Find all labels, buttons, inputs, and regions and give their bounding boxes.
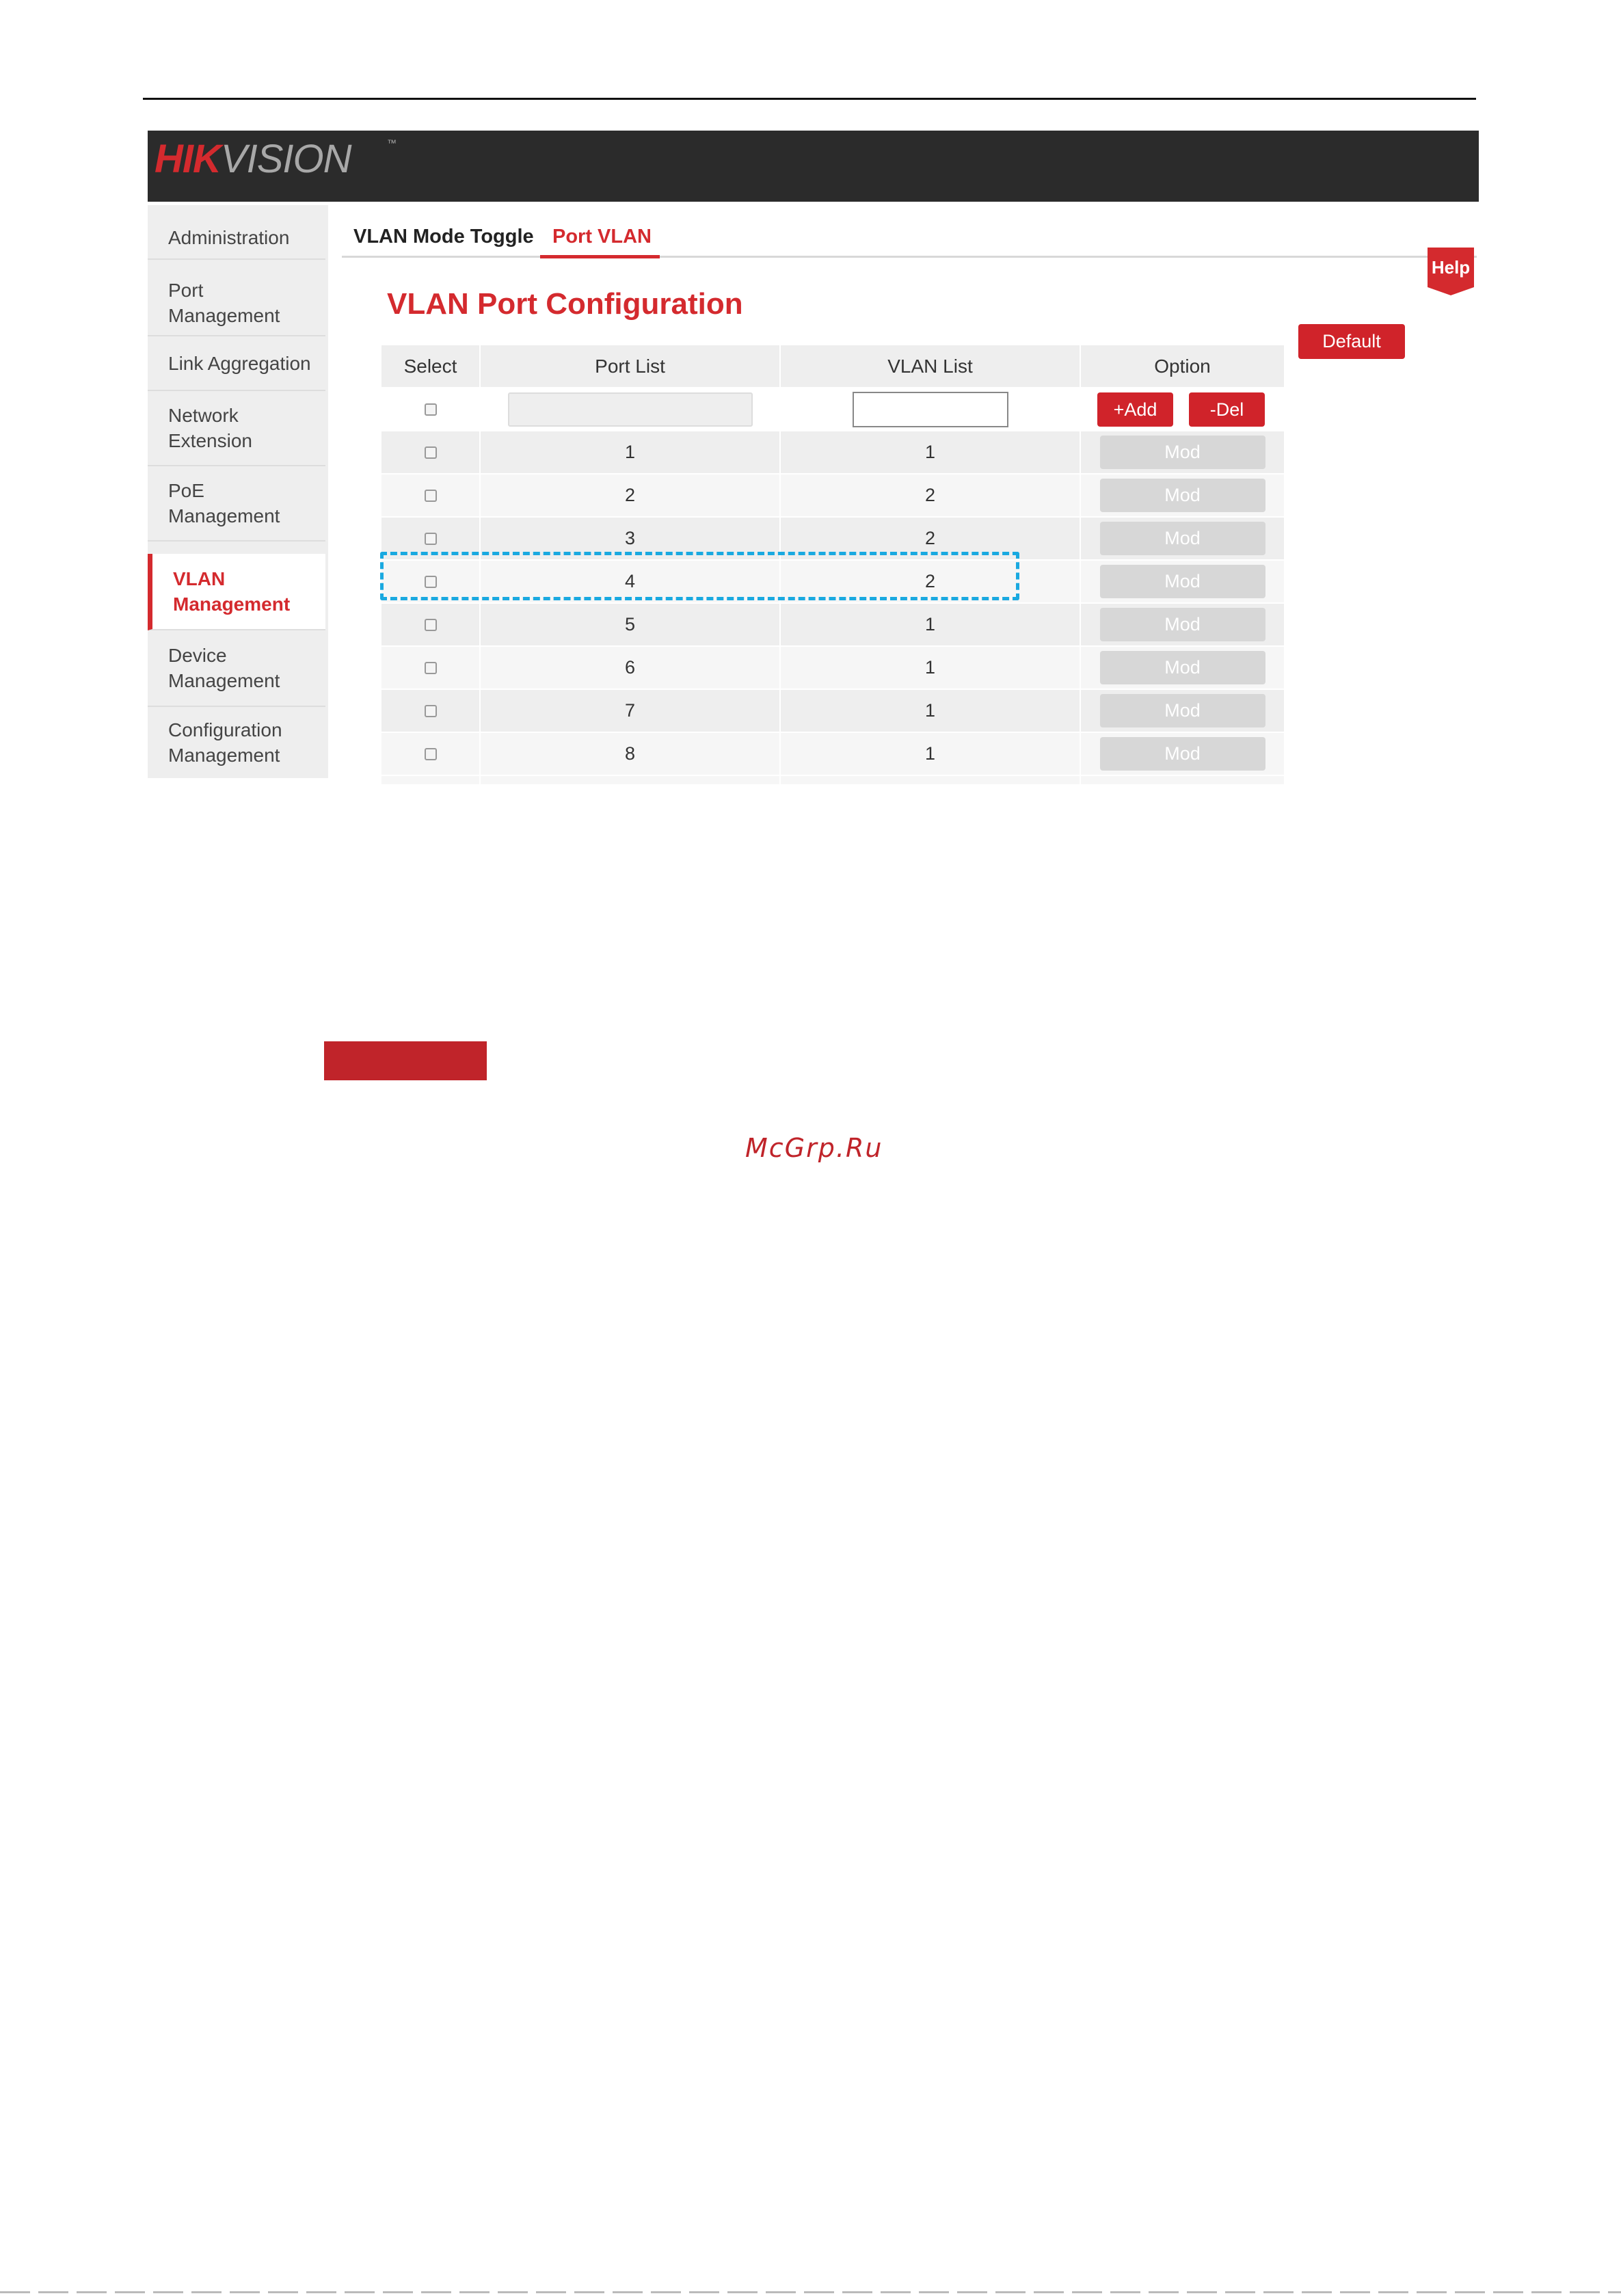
row-checkbox[interactable] <box>425 490 437 502</box>
port-input-cell <box>481 388 779 430</box>
option-cell <box>1081 475 1284 516</box>
sidebar-item-label: Device Management <box>168 645 280 691</box>
vlan-cell: 2 <box>781 561 1080 602</box>
table-row <box>381 733 1284 776</box>
port-cell: 7 <box>481 690 779 732</box>
sidebar-item-vlan-management[interactable] <box>148 554 325 630</box>
row-checkbox[interactable] <box>425 619 437 631</box>
mod-button[interactable]: Mod <box>1100 651 1265 684</box>
header-select: Select <box>381 345 479 387</box>
logo-vision: VISION <box>220 137 351 181</box>
select-cell <box>381 690 479 732</box>
sidebar-item-administration[interactable] <box>148 216 325 260</box>
default-button[interactable]: Default <box>1298 324 1405 359</box>
table-row <box>381 647 1284 690</box>
sidebar-item-label: Port Management <box>168 280 280 326</box>
table-input-row <box>381 388 1284 431</box>
page-title: VLAN Port Configuration <box>387 287 743 321</box>
bottom-dashed-rule <box>0 2291 1621 2293</box>
port-cell: 6 <box>481 647 779 689</box>
sidebar-item-device-management[interactable] <box>148 630 325 707</box>
table-row-partial <box>381 776 1284 784</box>
add-button[interactable]: +Add <box>1097 392 1173 427</box>
mod-button[interactable]: Mod <box>1100 522 1265 555</box>
port-cell: 5 <box>481 604 779 645</box>
sidebar-item-network-extension[interactable] <box>148 391 325 466</box>
option-cell <box>1081 647 1284 689</box>
port-cell: 8 <box>481 733 779 775</box>
active-tab-indicator <box>540 255 660 258</box>
header-option: Option <box>1081 345 1284 387</box>
mod-button[interactable]: Mod <box>1100 565 1265 598</box>
vlan-cell: 1 <box>781 733 1080 775</box>
help-label: Help <box>1431 257 1471 278</box>
port-list-input[interactable] <box>508 392 753 427</box>
sidebar-item-poe-management[interactable] <box>148 466 325 542</box>
red-label-bar <box>324 1041 487 1080</box>
sidebar-item-link-aggregation[interactable] <box>148 336 325 391</box>
sidebar-item-label: PoE Management <box>168 480 280 526</box>
row-checkbox[interactable] <box>425 446 437 459</box>
option-cell <box>1081 776 1284 784</box>
tab-port-vlan[interactable]: Port VLAN <box>552 226 652 248</box>
option-cell <box>1081 561 1284 602</box>
sidebar-item-label: Configuration Management <box>168 719 282 766</box>
option-cell <box>1081 604 1284 645</box>
tab-vlan-mode-toggle[interactable]: VLAN Mode Toggle <box>353 226 534 248</box>
row-checkbox[interactable] <box>425 662 437 674</box>
delete-button[interactable]: -Del <box>1189 392 1265 427</box>
select-cell <box>381 431 479 473</box>
vlan-cell: 1 <box>781 431 1080 473</box>
vlan-cell: 2 <box>781 475 1080 516</box>
hikvision-logo <box>155 136 396 182</box>
tab-divider <box>342 256 1477 258</box>
sidebar <box>148 205 328 778</box>
mod-button[interactable]: Mod <box>1100 436 1265 469</box>
top-rule <box>143 98 1476 100</box>
mod-button[interactable]: Mod <box>1100 694 1265 727</box>
select-cell <box>381 604 479 645</box>
mod-button[interactable]: Mod <box>1100 608 1265 641</box>
port-cell: 3 <box>481 518 779 559</box>
vlan-cell: 2 <box>781 518 1080 559</box>
row-checkbox[interactable] <box>425 533 437 545</box>
vlan-cell: 1 <box>781 647 1080 689</box>
mod-button[interactable]: Mod <box>1100 479 1265 512</box>
sidebar-item-label: Administration <box>168 226 290 248</box>
select-cell <box>381 647 479 689</box>
sidebar-item-label: Network Extension <box>168 405 252 451</box>
highlight-annotation-box <box>380 552 1019 600</box>
vlan-list-input[interactable] <box>853 392 1008 427</box>
sidebar-item-configuration-management[interactable] <box>148 707 325 778</box>
vlan-cell: 1 <box>781 690 1080 732</box>
port-cell: 2 <box>481 475 779 516</box>
row-checkbox[interactable] <box>425 705 437 717</box>
sidebar-item-label: VLAN Management <box>173 568 291 615</box>
table-header-row <box>381 345 1284 388</box>
select-cell <box>381 388 479 430</box>
select-cell <box>381 475 479 516</box>
help-button[interactable] <box>1428 248 1474 293</box>
option-cell <box>1081 733 1284 775</box>
table-row <box>381 604 1284 647</box>
mod-button[interactable]: Mod <box>1100 737 1265 771</box>
vlan-input-cell <box>781 388 1080 430</box>
sidebar-item-port-management[interactable] <box>148 271 325 336</box>
logo-hik: HIK <box>155 137 221 181</box>
option-cell <box>1081 690 1284 732</box>
option-cell <box>1081 518 1284 559</box>
option-cell <box>1081 431 1284 473</box>
port-cell: 4 <box>481 561 779 602</box>
row-checkbox[interactable] <box>425 748 437 760</box>
logo-trademark: ™ <box>387 137 396 148</box>
table-row <box>381 475 1284 518</box>
header-vlan-list: VLAN List <box>781 345 1080 387</box>
vlan-cell <box>781 776 1080 784</box>
header-port-list: Port List <box>481 345 779 387</box>
sidebar-item-label: Link Aggregation <box>168 352 311 374</box>
watermark: McGrp.Ru <box>745 1133 883 1163</box>
table-row <box>381 431 1284 475</box>
table-body <box>381 431 1284 776</box>
select-all-checkbox[interactable] <box>425 403 437 416</box>
select-cell <box>381 733 479 775</box>
option-cell <box>1081 388 1284 430</box>
table-row <box>381 690 1284 733</box>
select-cell <box>381 776 479 784</box>
port-cell: 1 <box>481 431 779 473</box>
header-banner <box>148 131 1479 202</box>
vlan-cell: 1 <box>781 604 1080 645</box>
port-cell <box>481 776 779 784</box>
